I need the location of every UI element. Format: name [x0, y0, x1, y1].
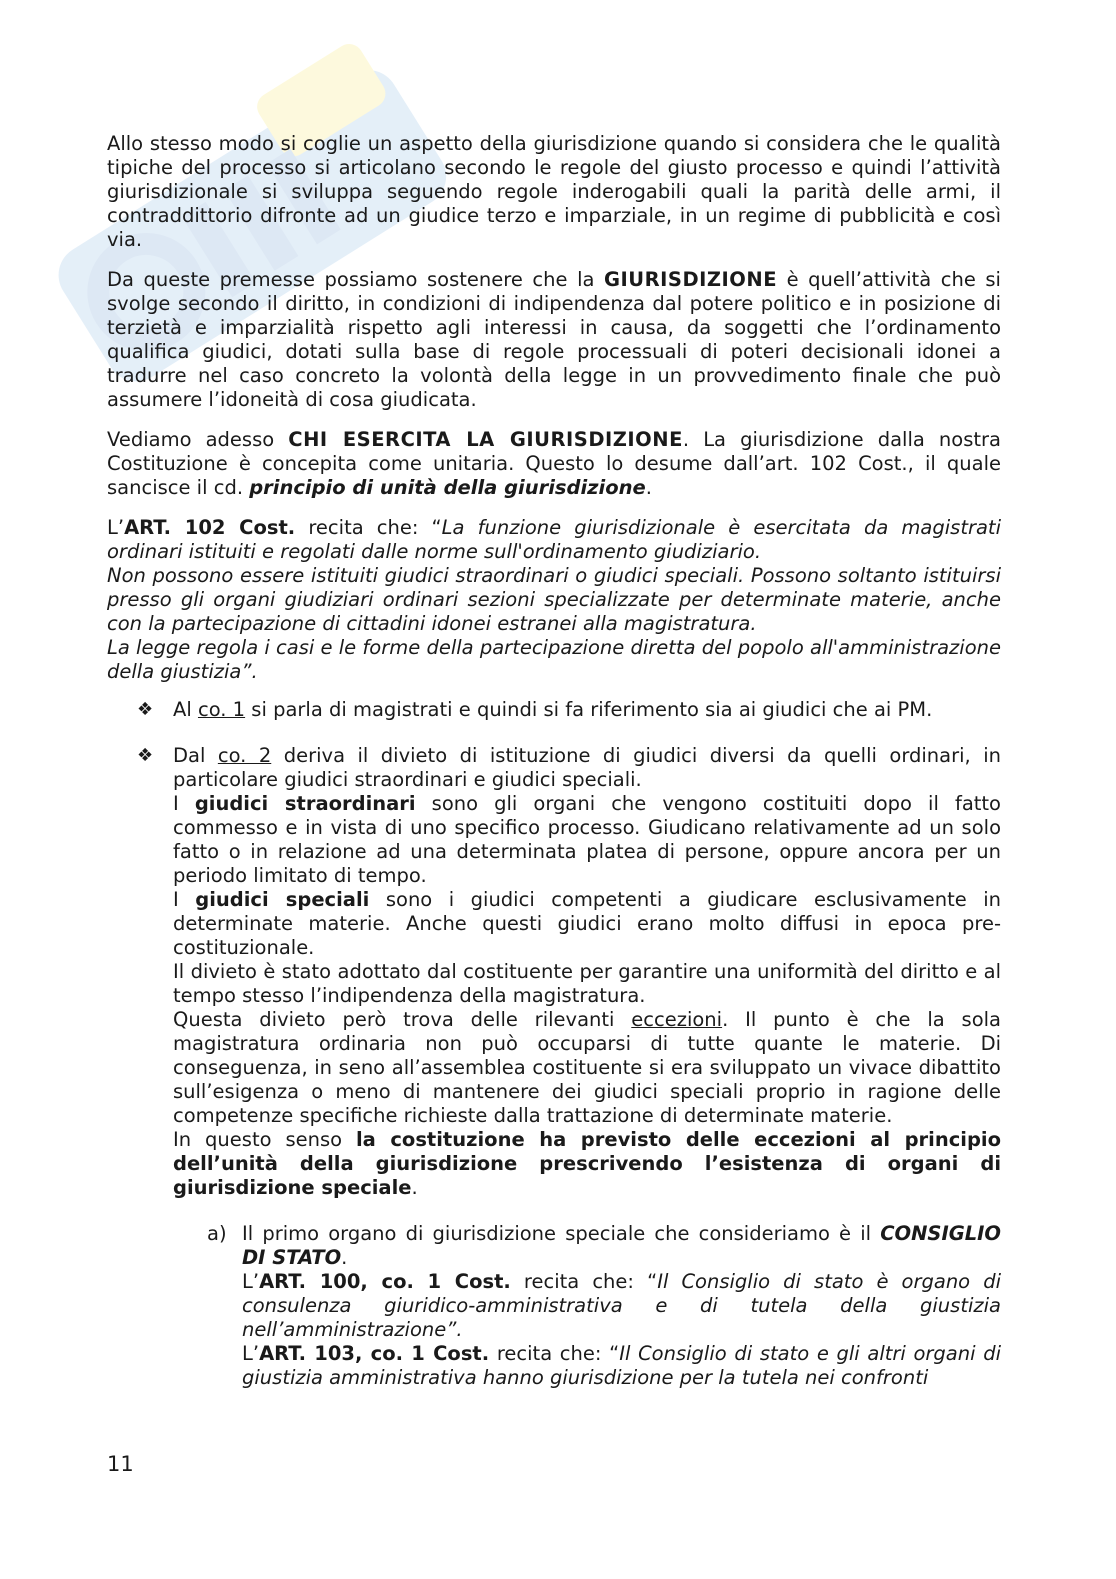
bullet-text — [173, 744, 1001, 792]
article-ref-103: ART. 103, co. 1 Cost. — [259, 1342, 490, 1365]
text-run: L’ — [107, 516, 125, 539]
text-run: è quell’attività che si svolge secondo il diritto, in condizioni di indipendenza dal potere politico e in posizione di terzietà e imparzialità rispetto agli interessi in causa, da soggetti che l’ordinamento qualifica giudici, dotati sulla base di regole processuali di poteri decisionali idonei a tradurre nel caso concreto la volontà della legge in un provvedimento finale che può assumere l’idoneità di cosa giudicata. — [107, 268, 1001, 411]
article-ref-102: ART. 102 Cost. — [124, 516, 296, 539]
paragraph-art-102 — [107, 516, 1001, 564]
text-run: . La giurisdizione dalla nostra Costituzione è concepita come unitaria. Questo lo desume dall’art. 102 Cost., il quale sancisce il cd. — [107, 428, 1001, 499]
quote-art-103: Il Consiglio di stato e gli altri organi di giustizia amministrativa hanno giurisdizione per la tutela nei confronti — [242, 1342, 1001, 1389]
text-run: recita che: “ — [295, 516, 442, 539]
text-run: Da queste premesse possiamo sostenere che la — [107, 268, 605, 291]
text-run: deriva il divieto di istituzione di giudici diversi da quelli ordinari, in particolare giudici straordinari e giudici speciali. — [173, 744, 1001, 791]
page-content — [107, 132, 1001, 1390]
sub-item-text — [242, 1222, 1001, 1270]
text-run: Il primo organo di giurisdizione speciale che consideriamo è il — [242, 1222, 881, 1245]
term-giudici-straordinari: giudici straordinari — [194, 792, 416, 815]
underlined-ref: co. 2 — [217, 744, 272, 767]
text-run: . — [411, 1176, 418, 1199]
bold-statement: la costituzione ha previsto delle eccezioni al principio dell’unità della giurisdizione prescrivendo l’esistenza di organi di giurisdizione speciale — [173, 1128, 1001, 1199]
bullet-text-straordinari — [173, 792, 1001, 888]
bullet-text-divieto: Il divieto è stato adottato dal costituente per garantire una uniformità del diritto e al tempo stesso l’indipendenza della magistratura. — [173, 960, 1001, 1007]
sub-item-art-103 — [242, 1342, 1001, 1390]
text-run: . — [341, 1246, 348, 1269]
quote-comma-1: La funzione giurisdizionale è esercitata da magistrati ordinari istituiti e regolati dalle norme sull'ordinamento giudiziario. — [107, 516, 1001, 563]
term-principio-unita: principio di unità della giurisdizione — [249, 476, 646, 499]
text-run: I — [173, 888, 196, 911]
text-run: recita che: “ — [489, 1342, 620, 1365]
quote-art-100: Il Consiglio di stato è organo di consulenza giuridico-amministrativa e di tutela della giustizia nell’amministrazione”. — [242, 1270, 1001, 1341]
bullet-item-co2 — [107, 744, 1001, 1200]
text-run: . — [645, 476, 652, 499]
paragraph-giusto-processo: Allo stesso modo si coglie un aspetto della giurisdizione quando si considera che le qualità tipiche del processo si articolano secondo le regole del giusto processo e quindi l’attività giurisdizionale si sviluppa seguendo regole inderogabili quali la parità delle armi, il contraddittorio difronte ad un giudice terzo e imparziale, in un regime di pubblicità e così via. — [107, 132, 1001, 251]
underlined-ref: co. 1 — [197, 698, 246, 721]
text-run: Al — [173, 698, 198, 721]
quote-comma-2: Non possono essere istituiti giudici straordinari o giudici speciali. Possono soltanto istituirsi presso gli organi giudiziari ordinari sezioni specializzate per determinate materie, anche con la partecipazione di cittadini idonei estranei alla magistratura. — [107, 564, 1001, 635]
term-consiglio-di-stato: CONSIGLIO DI STATO — [242, 1222, 1001, 1269]
bullet-text-conclusione — [173, 1128, 1001, 1200]
paragraph-definizione-giurisdizione — [107, 268, 1001, 412]
underlined-eccezioni: eccezioni — [631, 1008, 723, 1031]
text-run: . Il punto è che la sola magistratura ordinaria non può occuparsi di tutte quante le materie. Di conseguenza, in seno all’assemblea costituente si era sviluppato un vivace dibattito sull’esigenza o meno di mantenere dei giudici speciali proprio in ragione delle competenze specifiche richieste dalla trattazione di determinate materie. — [173, 1008, 1001, 1127]
term-giudici-speciali: giudici speciali — [195, 888, 370, 911]
heading-chi-esercita: CHI ESERCITA LA GIURISDIZIONE — [288, 428, 683, 451]
term-giurisdizione: GIURISDIZIONE — [604, 268, 778, 291]
text-run: I — [173, 792, 195, 815]
bullet-text-eccezioni — [173, 1008, 1001, 1128]
text-run: Dal — [173, 744, 218, 767]
text-run: Questa divieto però trova delle rilevanti — [173, 1008, 632, 1031]
quote-comma-3: La legge regola i casi e le forme della partecipazione diretta del popolo all'amministrazione della giustizia”. — [107, 636, 1001, 683]
page-number: 11 — [107, 1452, 134, 1476]
bullet-text-speciali — [173, 888, 1001, 960]
sub-item-a — [107, 1222, 1001, 1390]
sub-item-art-100 — [242, 1270, 1001, 1342]
article-ref-100: ART. 100, co. 1 Cost. — [259, 1270, 511, 1293]
text-run: L’ — [242, 1270, 260, 1293]
text-run: sono i giudici competenti a giudicare esclusivamente in determinate materie. Anche questi giudici erano molto diffusi in epoca pre-costituzionale. — [173, 888, 1002, 959]
text-run: Vediamo adesso — [107, 428, 289, 451]
text-run: In questo senso — [173, 1128, 356, 1151]
bullet-text — [173, 698, 1001, 722]
diamond-bullet-icon: ❖ — [137, 699, 154, 720]
text-run: recita che: “ — [510, 1270, 658, 1293]
diamond-bullet-icon: ❖ — [137, 745, 154, 766]
sub-item-label: a) — [207, 1222, 227, 1245]
bullet-item-co1 — [107, 698, 1001, 722]
text-run: si parla di magistrati e quindi si fa riferimento sia ai giudici che ai PM. — [245, 698, 933, 721]
paragraph-chi-esercita — [107, 428, 1001, 500]
text-run: L’ — [242, 1342, 260, 1365]
text-run: sono gli organi che vengono costituiti dopo il fatto commesso e in vista di uno specifico processo. Giudicano relativamente ad un solo fatto o in relazione ad una determinata platea di persone, oppure ancora per un periodo limitato di tempo. — [173, 792, 1001, 887]
